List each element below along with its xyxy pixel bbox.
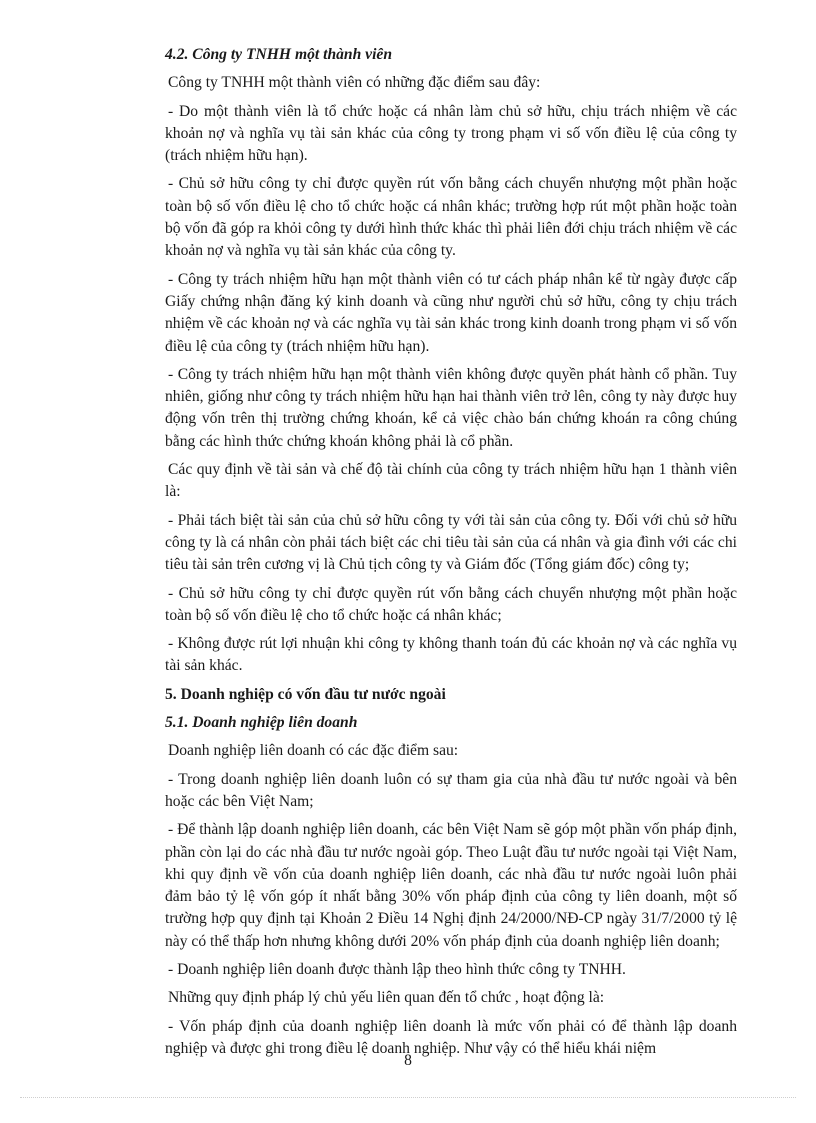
page-number: 8: [404, 1052, 412, 1069]
paragraph: - Công ty trách nhiệm hữu hạn một thành viên không được quyền phát hành cổ phần. Tuy nhiên, giống như công ty trách nhiệm hữu hạn hai thành viên trở lên, công ty này được huy động vốn trên thị trường chứng khoán, kể cả việc chào bán chứng khoán ra công chúng bằng các hình thức chứng khoán không phải là cổ phần.: [165, 365, 737, 450]
page-bottom-divider: [20, 1097, 796, 1098]
paragraph: - Chủ sở hữu công ty chỉ được quyền rút vốn bằng cách chuyển nhượng một phần hoặc toàn bộ số vốn điều lệ cho tổ chức hoặc cá nhân khác; trường hợp rút một phần hoặc toàn bộ vốn đã góp ra khỏi công ty dưới hình thức khác thì phải liên đới chịu trách nhiệm về các khoản nợ và nghĩa vụ tài sản khác của công ty.: [165, 175, 737, 260]
paragraph: - Chủ sở hữu công ty chỉ được quyền rút vốn bằng cách chuyển nhượng một phần hoặc toàn bộ số vốn điều lệ cho tổ chức hoặc cá nhân khác;: [165, 584, 737, 624]
section-heading-5-1: 5.1. Doanh nghiệp liên doanh: [165, 714, 358, 732]
paragraph: Các quy định về tài sản và chế độ tài chính của công ty trách nhiệm hữu hạn 1 thành viên là:: [165, 461, 737, 501]
paragraph: - Doanh nghiệp liên doanh được thành lập theo hình thức công ty TNHH.: [168, 960, 626, 978]
section-heading-5: 5. Doanh nghiệp có vốn đầu tư nước ngoài: [165, 685, 446, 703]
paragraph: - Vốn pháp định của doanh nghiệp liên doanh là mức vốn phải có để thành lập doanh nghiệp và được ghi trong điều lệ doanh nghiệp. Như vậy có thể hiểu khái niệm: [165, 1017, 737, 1057]
paragraph: - Phải tách biệt tài sản của chủ sở hữu công ty với tài sản của công ty. Đối với chủ sở hữu công ty là cá nhân còn phải tách biệt các chi tiêu tài sản của cá nhân và gia đình với các chi tiêu tài sản trên cương vị là Chủ tịch công ty và Giám đốc (Tổng giám đốc) công ty;: [165, 511, 737, 574]
paragraph: - Công ty trách nhiệm hữu hạn một thành viên có tư cách pháp nhân kể từ ngày được cấp Giấy chứng nhận đăng ký kinh doanh và cũng như người chủ sở hữu, công ty chịu trách nhiệm về các khoản nợ và các nghĩa vụ tài sản khác trong kinh doanh trong phạm vi số vốn điều lệ của công ty (trách nhiệm hữu hạn).: [165, 270, 737, 355]
document-body: [165, 44, 737, 1066]
section-heading-4-2: 4.2. Công ty TNHH một thành viên: [165, 46, 393, 63]
paragraph: - Không được rút lợi nhuận khi công ty không thanh toán đủ các khoản nợ và các nghĩa vụ tài sản khác.: [165, 635, 737, 675]
paragraph: - Để thành lập doanh nghiệp liên doanh, các bên Việt Nam sẽ góp một phần vốn pháp định, phần còn lại do các nhà đầu tư nước ngoài góp. Theo Luật đầu tư nước ngoài tại Việt Nam, khi quy định về vốn của doanh nghiệp liên doanh, các nhà đầu tư nước ngoài luôn phải đảm bảo tỷ lệ vốn góp ít nhất bằng 30% vốn pháp định của công ty liên doanh, một số trường hợp quy định tại Khoản 2 Điều 14 Nghị định 24/2000/NĐ-CP ngày 31/7/2000 tỷ lệ này có thể thấp hơn nhưng không dưới 20% vốn pháp định của doanh nghiệp liên doanh;: [165, 821, 737, 950]
paragraph: Công ty TNHH một thành viên có những đặc điểm sau đây:: [168, 74, 541, 92]
paragraph: Những quy định pháp lý chủ yếu liên quan đến tổ chức , hoạt động là:: [168, 989, 605, 1007]
paragraph: Doanh nghiệp liên doanh có các đặc điểm sau:: [168, 742, 459, 760]
paragraph: - Do một thành viên là tổ chức hoặc cá nhân làm chủ sở hữu, chịu trách nhiệm về các khoản nợ và nghĩa vụ tài sản khác của công ty trong phạm vi số vốn điều lệ của công ty (trách nhiệm hữu hạn).: [165, 102, 737, 165]
paragraph: - Trong doanh nghiệp liên doanh luôn có sự tham gia của nhà đầu tư nước ngoài và bên hoặc các bên Việt Nam;: [165, 770, 737, 810]
